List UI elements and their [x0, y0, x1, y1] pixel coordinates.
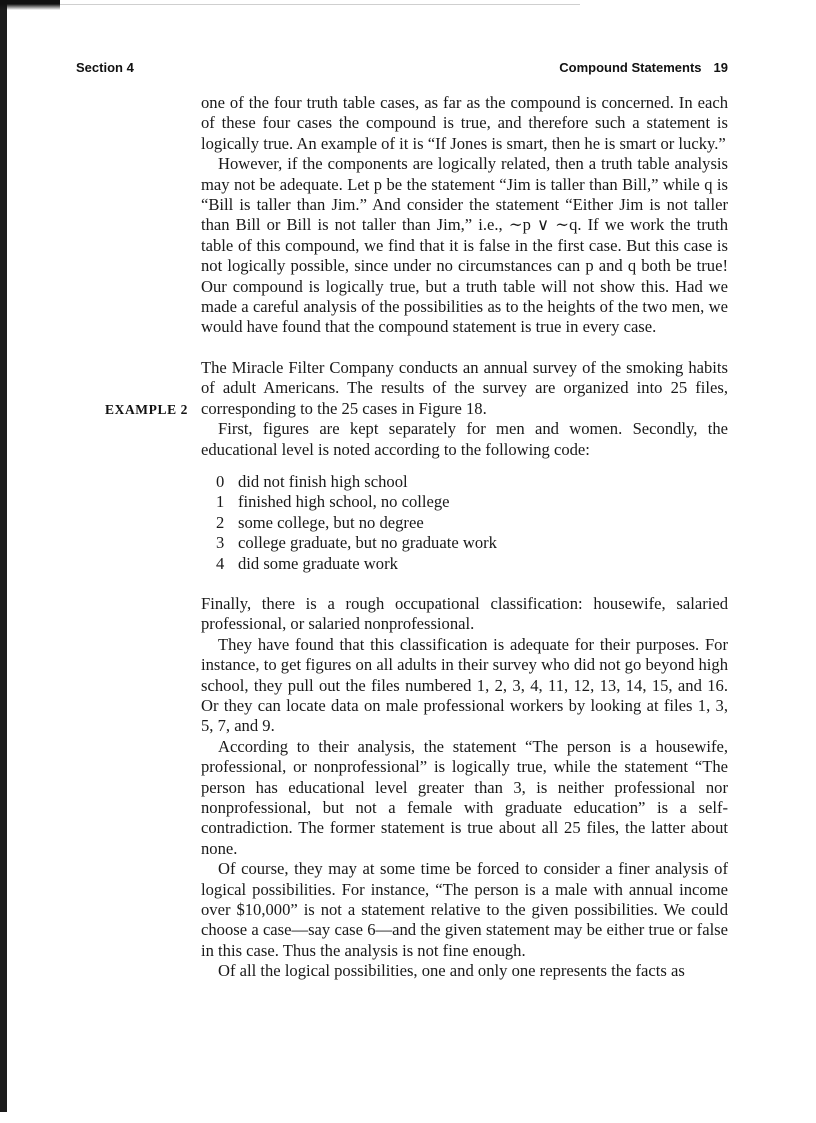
paragraph: According to their analysis, the statement “The person is a housewife, professional, or nonprofessional” is logically true, while the statement “The person has educational level greater than 3, is neither professional nor nonprofessional, but not a female with graduate education” is a self-contradiction. The former statement is true about all 25 files, the latter about none. [201, 736, 728, 858]
education-code-list [216, 472, 728, 574]
paragraph: Finally, there is a rough occupational classification: housewife, salaried professional, or salaried nonprofessional. [201, 593, 728, 634]
paragraph: Of all the logical possibilities, one and only one represents the facts as [218, 961, 685, 981]
section-label: Section 4 [76, 60, 134, 75]
binding-edge [0, 0, 7, 1112]
list-item [216, 513, 728, 533]
code-number: 1 [216, 492, 225, 512]
paragraph: They have found that this classification is adequate for their purposes. For instance, to get figures on all adults in their survey who did not go beyond high school, they pull out the files numbered 1, 2, 3, 4, 11, 12, 13, 14, 15, and 16. Or they can locate data on male professional workers by looking at files 1, 3, 5, 7, and 9. [201, 634, 728, 736]
example-label: EXAMPLE 2 [105, 402, 189, 417]
paragraph: Of course, they may at some time be forced to consider a finer analysis of logical possibilities. For instance, “The person is a male with annual income over $10,000” is not a statement relative to the given possibilities. We could choose a case—say case 6—and the given statement may be either true or false in this case. Thus the analysis is not fine enough. [201, 859, 728, 960]
code-number: 4 [216, 553, 225, 573]
code-text: did not finish high school [238, 471, 408, 491]
paragraph: However, if the components are logically related, then a truth table analysis may not be adequate. Let p be the statement “Jim is taller than Bill,” while q is “Bill is taller than Jim.” And consider the statement “Either Jim is not taller than Bill or Bill is not taller than Jim,” i.e., ∼p ∨ ∼q. If we work the truth table of this compound, we find that it is false in the first case. But this case is not logically possible, since under no circumstances can p and q both be true! Our compound is logically true, but a truth table will not show this. Had we made a careful analysis of the possibilities as to the heights of the two men, we would have found that the compound statement is true in every case. [201, 154, 728, 337]
binding-corner [0, 0, 60, 10]
paragraph: one of the four truth table cases, as far as the compound is concerned. In each of these four cases the compound is true, and therefore such a statement is logically true. An example of it is “If Jones is smart, then he is smart or lucky.” [201, 93, 728, 153]
list-item [216, 472, 728, 492]
code-text: some college, but no degree [238, 512, 424, 532]
code-text: did some graduate work [238, 553, 398, 573]
code-text: finished high school, no college [238, 492, 450, 512]
page-number: 19 [713, 60, 728, 75]
code-number: 0 [216, 471, 225, 491]
chapter-title: Compound Statements [559, 60, 702, 75]
scan-line [60, 4, 580, 5]
code-number: 3 [216, 533, 225, 553]
body-text [201, 93, 728, 982]
list-item [216, 533, 728, 553]
code-text: college graduate, but no graduate work [238, 533, 497, 553]
header-right [559, 60, 728, 75]
list-item [216, 554, 728, 574]
example-paragraph: The Miracle Filter Company conducts an annual survey of the smoking habits of adult Americans. The results of the survey are organized into 25 files, corresponding to the 25 cases in Figure 18. [201, 357, 728, 418]
code-number: 2 [216, 512, 225, 532]
example-paragraph: First, figures are kept separately for men and women. Secondly, the educational level is noted according to the following code: [201, 419, 728, 459]
list-item [216, 492, 728, 512]
